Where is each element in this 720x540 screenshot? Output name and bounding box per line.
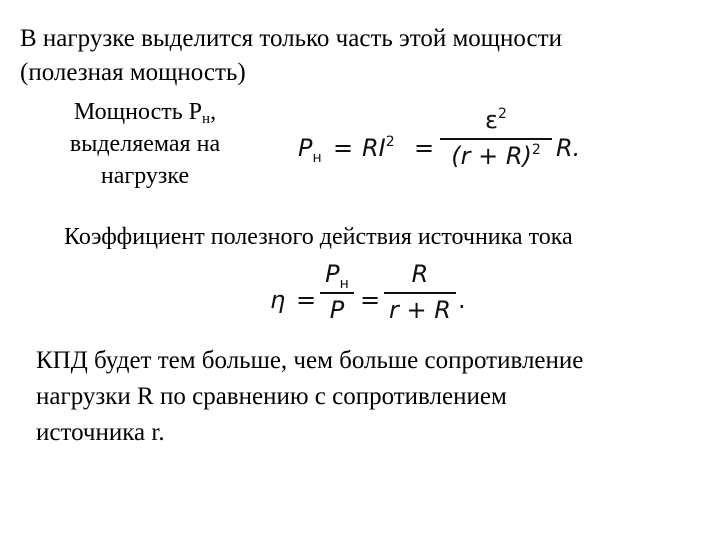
power-term — [362, 134, 395, 162]
intro-text — [20, 22, 562, 90]
conclusion-line-1: КПД будет тем больше, чем больше сопротивление — [36, 347, 584, 374]
power-lhs-symbol: P — [298, 134, 313, 162]
conclusion-line-2: нагрузки R по сравнению с сопротивлением — [36, 383, 507, 410]
power-term-base: RI — [362, 134, 386, 162]
eff-den-2: r + R — [389, 296, 451, 324]
eff-tail: . — [458, 286, 466, 314]
conclusion-text — [36, 343, 583, 451]
power-eq-1: = — [333, 134, 354, 162]
power-denominator — [440, 142, 552, 170]
power-desc-subscript: н — [202, 111, 211, 127]
power-numerator — [440, 106, 552, 136]
eff-eq-1: = — [296, 286, 317, 314]
eff-den-1: P — [329, 296, 345, 324]
power-desc-suffix: , — [210, 99, 217, 125]
eff-eq-2: = — [360, 286, 381, 314]
power-desc-line-1 — [50, 96, 240, 128]
power-fraction-bar — [440, 138, 552, 140]
power-description — [50, 96, 240, 192]
power-denominator-exp: 2 — [531, 142, 541, 158]
eff-fraction-1-bar — [320, 292, 354, 294]
power-desc-prefix: Мощность Р — [73, 99, 203, 125]
power-lhs-subscript: н — [312, 150, 322, 166]
conclusion-line-3: источника r. — [36, 419, 165, 446]
eff-num-1-subscript: н — [339, 276, 349, 292]
power-desc-line-3: нагрузке — [100, 163, 190, 189]
intro-line-2: (полезная мощность) — [20, 59, 246, 86]
eff-fraction-2-bar — [384, 292, 456, 294]
eff-num-1 — [320, 260, 354, 290]
power-numerator-base: ε — [485, 106, 499, 134]
eff-num-2: R — [411, 260, 429, 288]
eff-lhs: η — [270, 286, 286, 314]
power-formula-lhs — [298, 134, 322, 166]
power-tail: R. — [556, 134, 581, 162]
intro-line-1: В нагрузке выделится только часть этой мощности — [20, 25, 562, 52]
power-fraction — [440, 106, 552, 170]
power-eq-2: = — [414, 134, 435, 162]
power-term-exp: 2 — [385, 134, 395, 150]
power-denominator-base: (r + R) — [451, 142, 532, 170]
power-desc-line-2: выделяемая на — [69, 131, 221, 157]
eff-fraction-2 — [384, 260, 456, 324]
power-numerator-exp: 2 — [498, 106, 507, 122]
eff-fraction-1 — [320, 260, 354, 324]
eff-num-1-symbol: P — [325, 260, 340, 288]
efficiency-heading: Коэффициент полезного действия источника тока — [64, 224, 573, 250]
